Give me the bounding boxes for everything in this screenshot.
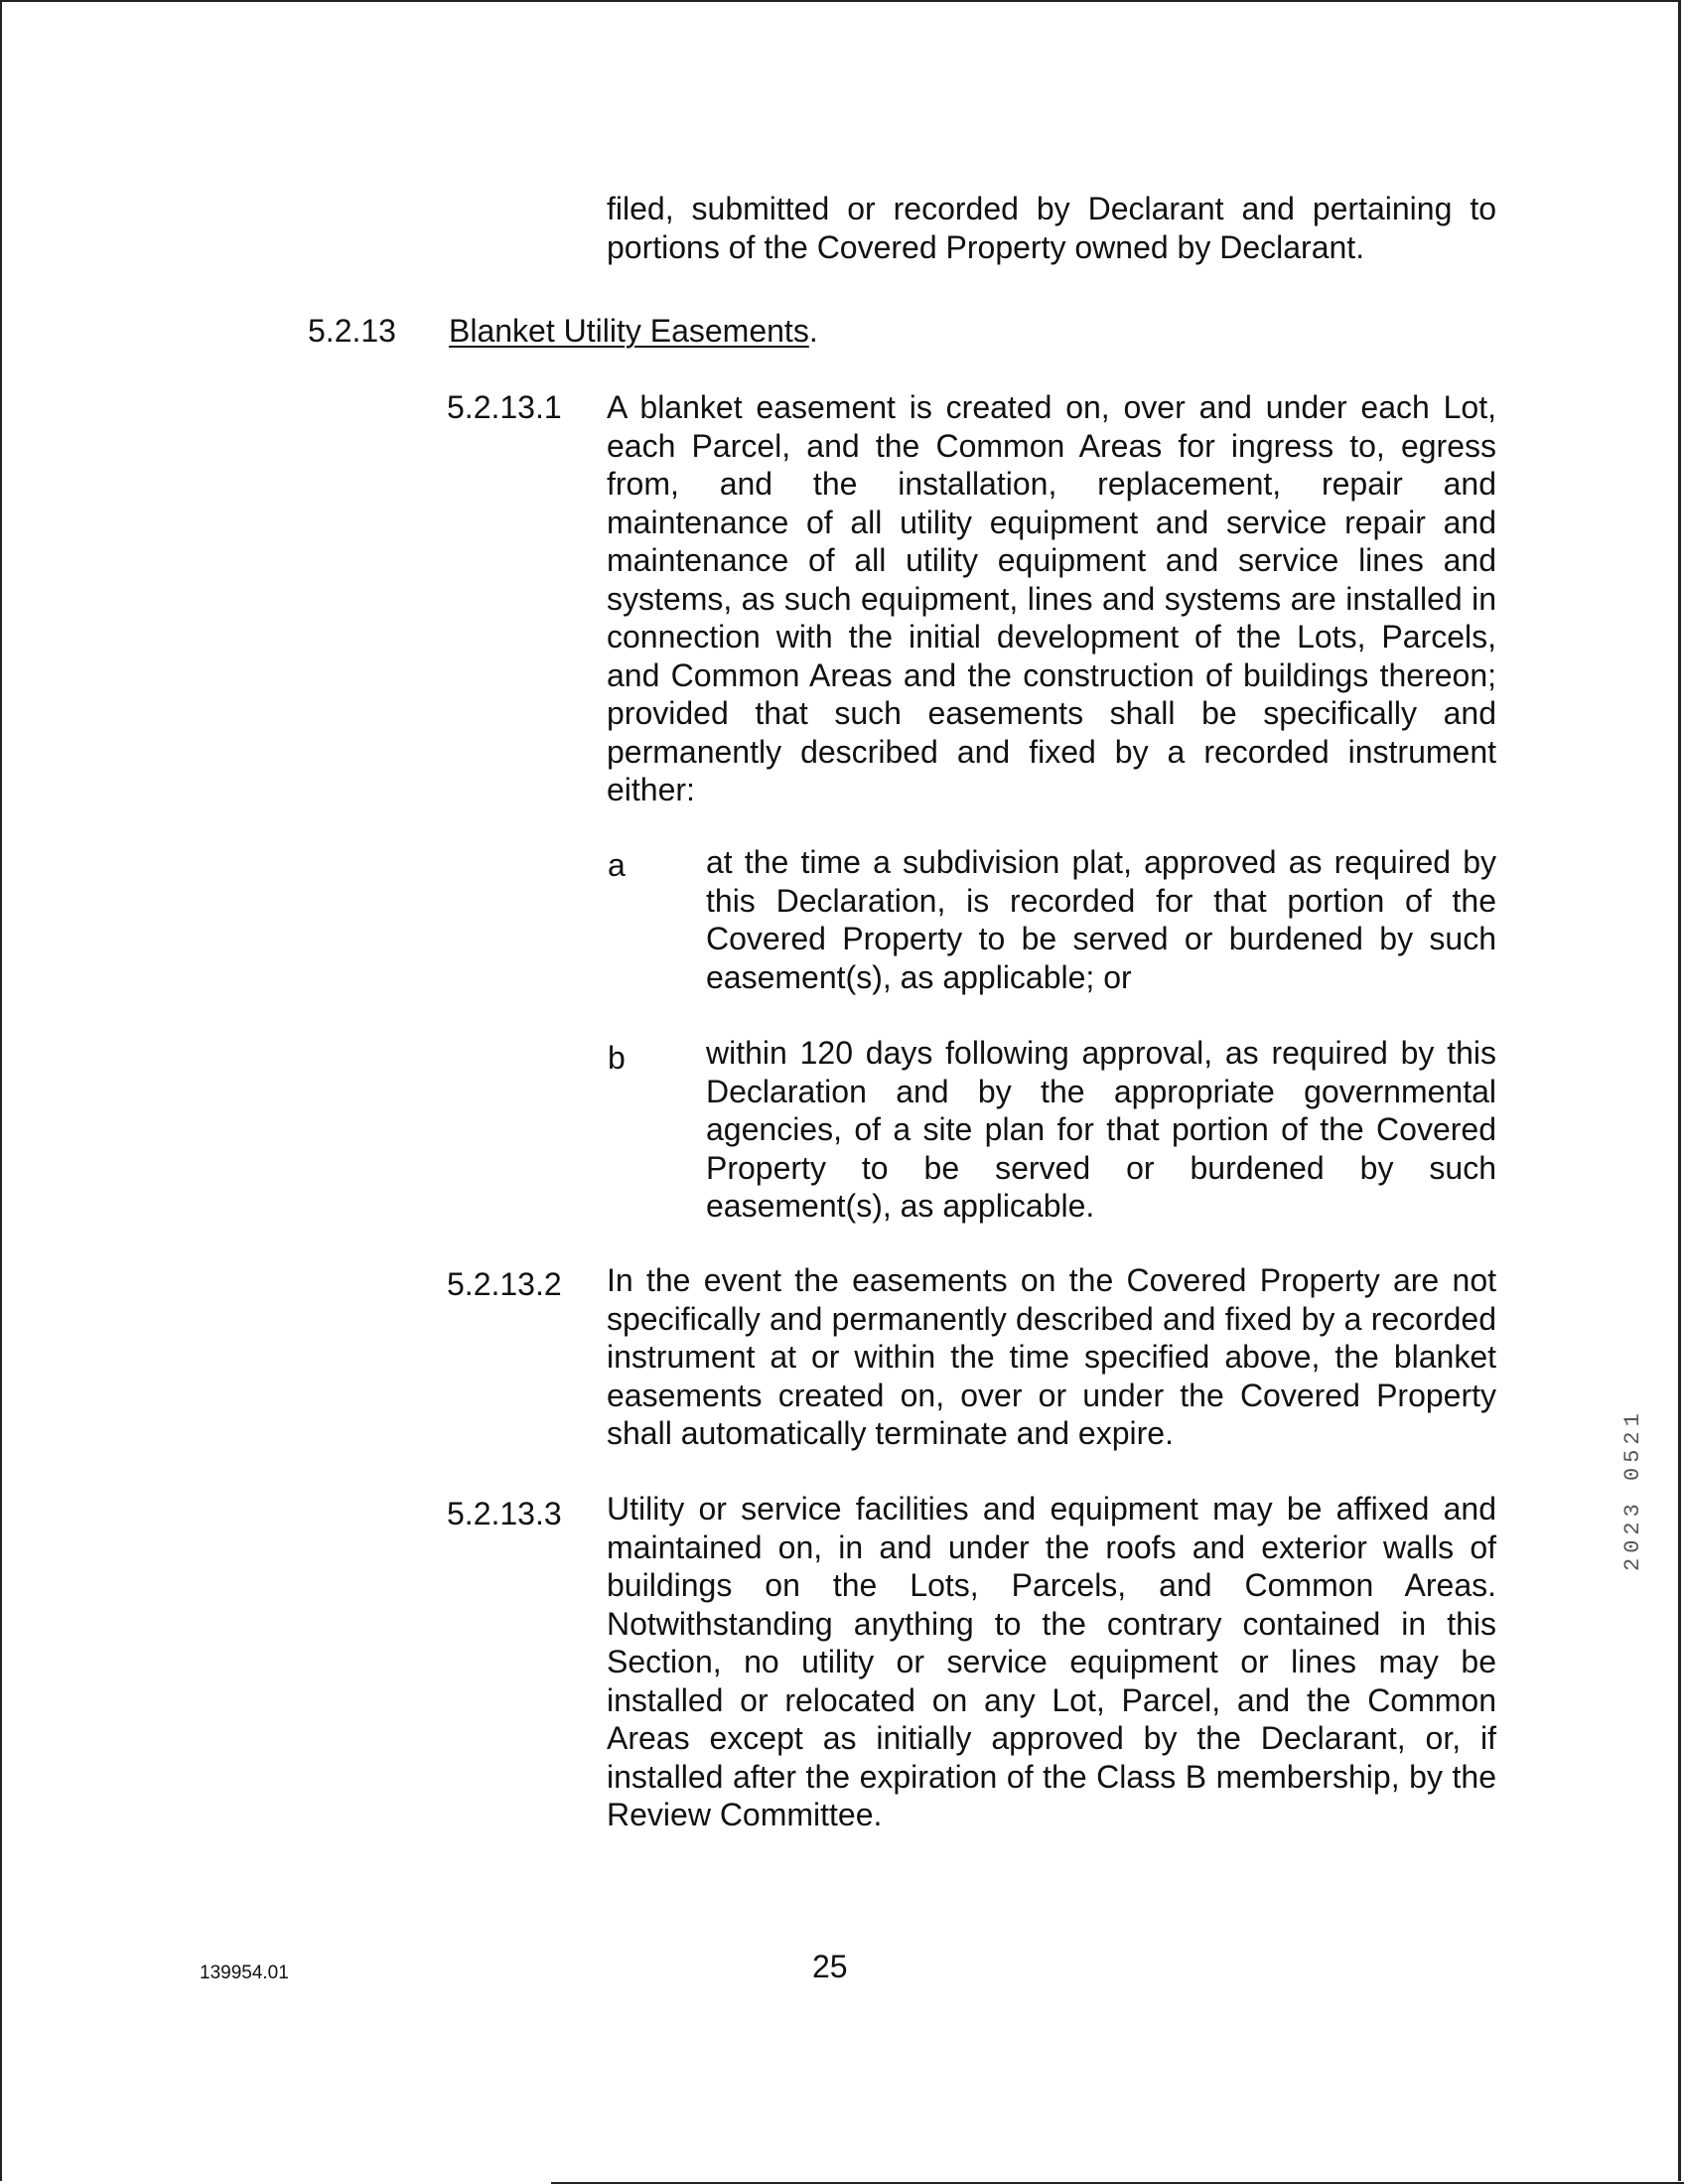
item-label-a: a — [608, 847, 626, 883]
section-number: 5.2.13 — [308, 313, 396, 349]
item-text-a: at the time a subdivision plat, approved as required by this Declaration, is recorded for that portion of the Covered Property to be served or burdened by such easement(s), as applicable; or — [706, 844, 1496, 995]
section-heading — [449, 312, 818, 351]
item-text-b: within 120 days following approval, as required by this Declaration and by the appropriate governmental agencies, of a site plan for that portion of the Covered Property to be served or burdened by such easement(s), as applicable. — [706, 1035, 1496, 1224]
document-id: 139954.01 — [200, 1963, 289, 1983]
subsection-number-3: 5.2.13.3 — [447, 1496, 562, 1531]
subsection-number-1: 5.2.13.1 — [447, 389, 562, 425]
section-heading-title: Blanket Utility Easements — [449, 313, 809, 349]
subsection-text-3: Utility or service facilities and equipment may be affixed and maintained on, in and under the roofs and exterior walls of buildings on the Lots, Parcels, and Common Areas. Notwithstanding anything to the contrary contained in this Section, no utility or service equipment or lines may be installed or relocated on any Lot, Parcel, and the Common Areas except as initially approved by the Declarant, or, if installed after the expiration of the Class B membership, by the Review Committee. — [607, 1491, 1496, 1832]
item-label-b: b — [608, 1040, 626, 1076]
side-recording-stamp: 2023 0521 — [1620, 1408, 1645, 1571]
subsection-number-2: 5.2.13.2 — [447, 1266, 562, 1302]
page-number: 25 — [812, 1949, 848, 1984]
subsection-text-2: In the event the easements on the Covered Property are not specifically and permanently described and fixed by a recorded instrument at or within the time specified above, the blanket easements created on, over or under the Covered Property shall automatically terminate and expire. — [607, 1262, 1496, 1451]
section-heading-period: . — [808, 313, 818, 349]
intro-paragraph: filed, submitted or recorded by Declarant and pertaining to portions of the Covered Property owned by Declarant. — [607, 191, 1496, 265]
subsection-text-1: A blanket easement is created on, over and under each Lot, each Parcel, and the Common Areas for ingress to, egress from, and the installation, replacement, repair and maintenance of all utility equipment and service repair and maintenance of all utility equipment and service lines and systems, as such equipment, lines and systems are installed in connection with the initial development of the Lots, Parcels, and Common Areas and the construction of buildings thereon; provided that such easements shall be specifically and permanently described and fixed by a recorded instrument either: — [607, 389, 1496, 807]
